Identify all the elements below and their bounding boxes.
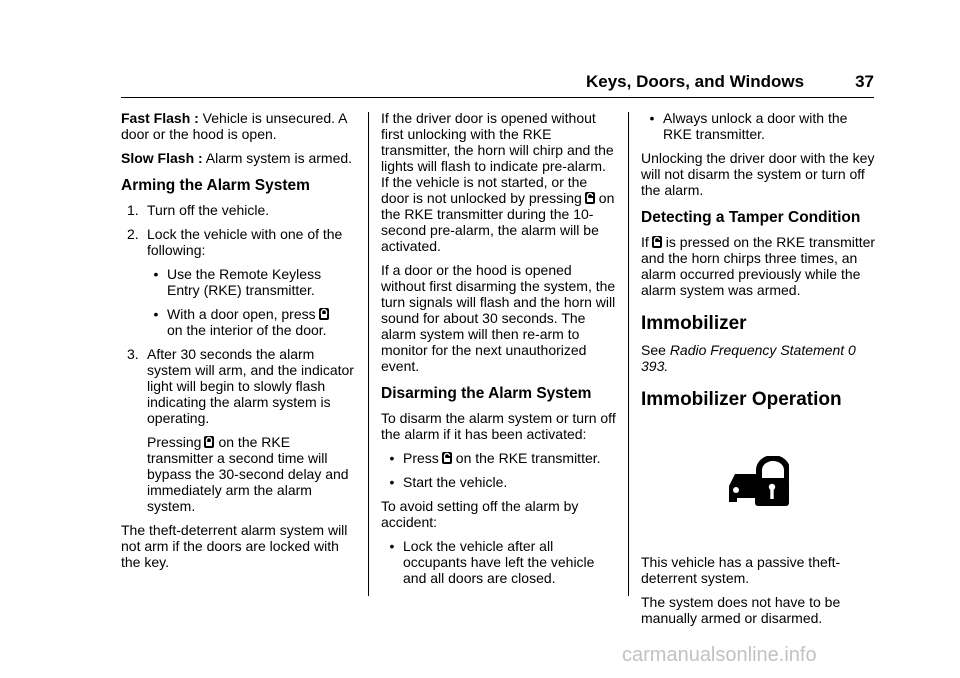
disarming-heading: Disarming the Alarm System xyxy=(381,385,592,402)
unlocking-paragraph: Unlocking the driver door with the key will not disarm the system or turn off the alarm. xyxy=(641,150,875,198)
fast-flash-label: Fast Flash : xyxy=(121,110,199,126)
closing-paragraph: The theft-deterrent alarm system will not arm if the doors are locked with the key. xyxy=(121,522,348,570)
arming-heading: Arming the Alarm System xyxy=(121,177,310,194)
list-item: 3. After 30 seconds the alarm system will arm, and the indicator light will begin to slowly flash indicating the alarm system is operating. xyxy=(127,346,354,426)
column-divider xyxy=(628,112,629,596)
watermark: carmanualsonline.info xyxy=(622,644,817,666)
list-item: 1. Turn off the vehicle. xyxy=(127,202,270,218)
list-item: • Always unlock a door with the RKE transmitter. xyxy=(649,110,848,142)
unlock-icon xyxy=(584,191,596,205)
pre-alarm-paragraph: If the driver door is opened without first unlocking with the RKE transmitter, the horn will chirp and the lights will flash to indicate pre-alarm. If the vehicle is not started, or the door is not unlocked by pressing on the RKE transmitter during the 10-second pre-alarm, the alarm will be activated. xyxy=(381,110,615,254)
alarm-paragraph: If a door or the hood is opened without first disarming the system, the turn signals will flash and the horn will sound for about 30 seconds. The alarm system will then re-arm to monitor for the next unauthorized event. xyxy=(381,262,616,374)
column-1 xyxy=(121,110,357,578)
disarm-intro: To disarm the alarm system or turn off the alarm if it has been activated: xyxy=(381,410,616,442)
list-item: • Lock the vehicle after all occupants have left the vehicle and all doors are closed. xyxy=(389,538,595,586)
see-reference: See Radio Frequency Statement 0 393. xyxy=(641,342,856,374)
reference-link[interactable]: Radio Frequency Statement xyxy=(669,342,845,358)
page-header xyxy=(586,72,874,92)
list-item: • Use the Remote Keyless Entry (RKE) transmitter. xyxy=(153,266,322,298)
tamper-paragraph: If is pressed on the RKE transmitter and the horn chirps three times, an alarm occurred previously while the alarm system was armed. xyxy=(641,234,876,298)
passive-paragraph: This vehicle has a passive theft-deterrent system. xyxy=(641,554,841,586)
list-item: • With a door open, press on the interior of the door. xyxy=(145,306,357,338)
immobilizer-operation-heading: Immobilizer Operation xyxy=(641,389,842,410)
column-3 xyxy=(641,110,877,634)
manual-paragraph: The system does not have to be manually armed or disarmed. xyxy=(641,594,841,626)
header-rule xyxy=(121,97,874,98)
list-item: • Press on the RKE transmitter. xyxy=(389,450,601,466)
list-item: 2. Lock the vehicle with one of the following: xyxy=(127,226,343,258)
unlock-icon xyxy=(651,235,663,249)
slow-flash-paragraph: Slow Flash : Alarm system is armed. xyxy=(121,150,353,166)
list-item: • Start the vehicle. xyxy=(389,474,508,490)
car-lock-icon xyxy=(727,456,789,508)
section-title: Keys, Doors, and Windows xyxy=(586,72,805,91)
avoid-paragraph: To avoid setting off the alarm by accident: xyxy=(381,498,579,530)
lock-icon xyxy=(203,435,215,449)
column-2 xyxy=(381,110,617,594)
lock-icon xyxy=(318,307,330,321)
tamper-heading: Detecting a Tamper Condition xyxy=(641,209,861,226)
slow-flash-label: Slow Flash : xyxy=(121,150,203,166)
immobilizer-heading: Immobilizer xyxy=(641,313,747,334)
fast-flash-paragraph: Fast Flash : Vehicle is unsecured. A door or the hood is open. xyxy=(121,110,347,142)
unlock-icon xyxy=(441,451,453,465)
page-number: 37 xyxy=(855,72,874,91)
column-divider xyxy=(368,112,369,596)
step3-continued: Pressing on the RKE transmitter a second time will bypass the 30-second delay and immediately arm the alarm system. xyxy=(147,434,349,514)
